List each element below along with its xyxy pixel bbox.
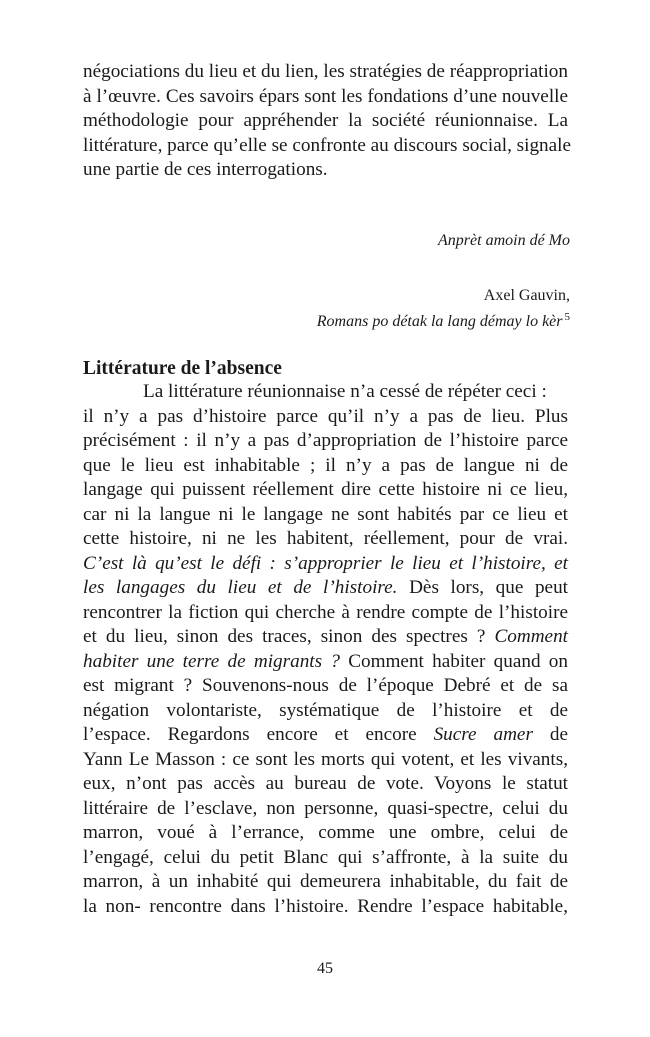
text-line xyxy=(83,772,568,797)
text-line: méthodologie pour appréhender la société réunionnaise. La xyxy=(83,110,568,131)
text-run: que le lieu est inhabitable ; il n’y a pas de langue ni de xyxy=(83,454,568,476)
text-run: cette histoire, ni ne les habitent, réellement, pour de vrai. xyxy=(83,528,568,549)
top-paragraph xyxy=(83,60,572,183)
text-run: il n’y a pas d’histoire parce qu’il n’y a pas de lieu. Plus xyxy=(83,405,568,427)
text-run: de xyxy=(532,724,568,745)
footnote-reference[interactable]: 5 xyxy=(564,311,570,323)
epigraph-title: Anprèt amoin dé Mo xyxy=(438,232,570,249)
text-run: Yann Le Masson : ce sont les morts qui votent, et les vivants, xyxy=(83,748,568,770)
text-run: rencontrer la fiction qui cherche à rendre compte de l’histoire xyxy=(83,601,568,623)
text-line xyxy=(83,405,568,430)
text-run: est migrant ? Souvenons-nous de l’époque Debré et de sa xyxy=(83,675,568,696)
text-line xyxy=(83,454,568,479)
epigraph-author: Axel Gauvin, xyxy=(483,287,570,304)
text-line xyxy=(83,601,568,626)
text-run: l’espace. Regardons encore et encore xyxy=(83,724,434,745)
text-line xyxy=(83,552,568,577)
text-line xyxy=(83,723,568,748)
text-line xyxy=(83,699,568,724)
text-run: précisément : il n’y a pas d’appropriation de l’histoire parce xyxy=(83,430,568,451)
text-run: littéraire de l’esclave, non personne, quasi-spectre, celui du xyxy=(83,797,568,819)
text-line xyxy=(83,674,568,699)
text-run: la non- rencontre dans l’histoire. Rendre l’espace habitable, xyxy=(83,895,568,917)
text-line: littérature, parce qu’elle se confronte au discours social, signale xyxy=(83,134,572,156)
text-line xyxy=(83,503,568,528)
text-run: l’engagé, celui du petit Blanc qui s’affronte, à la suite du xyxy=(83,846,568,868)
text-run: La littérature réunionnaise n’a cessé de répéter ceci : xyxy=(143,381,547,402)
text-run: marron, à un inhabité qui demeurera inhabitable, du fait de xyxy=(83,871,568,892)
text-line xyxy=(83,576,568,601)
text-line xyxy=(83,870,568,895)
italic-run: les langages du lieu et de l’histoire. xyxy=(83,577,398,598)
text-line xyxy=(83,821,568,846)
text-run: eux, n’ont pas accès au bureau de vote. Voyons le statut xyxy=(83,773,568,794)
text-line xyxy=(83,478,568,503)
text-line xyxy=(83,380,568,405)
text-line xyxy=(83,846,568,871)
italic-run: C’est là qu’est le défi : s’approprier le lieu et l’histoire, et xyxy=(83,552,568,574)
text-run: et du lieu, sinon des traces, sinon des spectres ? xyxy=(83,626,495,647)
text-run: marron, voué à l’errance, comme une ombre, celui de xyxy=(83,822,568,843)
italic-run: habiter une terre de migrants ? xyxy=(83,650,340,672)
text-line xyxy=(83,625,568,650)
text-line: négociations du lieu et du lien, les stratégies de réappropriation xyxy=(83,61,568,82)
section-heading: Littérature de l’absence xyxy=(83,358,282,379)
text-run: Comment habiter quand on xyxy=(339,650,568,672)
text-run: négation volontariste, systématique de l’histoire et de xyxy=(83,699,568,721)
epigraph-work-title: Romans po détak la lang démay lo kèr xyxy=(316,313,563,330)
text-line: une partie de ces interrogations. xyxy=(83,159,328,180)
italic-run: Sucre amer xyxy=(433,724,533,745)
italic-run: Comment xyxy=(494,626,568,647)
text-line xyxy=(83,895,568,920)
text-run: car ni la langue ni le langage ne sont habités par ce lieu et xyxy=(83,503,568,525)
text-line xyxy=(83,748,568,773)
section-body xyxy=(83,380,568,919)
text-run: Dès lors, que peut xyxy=(397,577,568,598)
text-run: langage qui puissent réellement dire cette histoire ni ce lieu, xyxy=(83,479,568,500)
text-line xyxy=(83,429,568,454)
text-line xyxy=(83,797,568,822)
epigraph-work xyxy=(317,311,570,331)
text-line xyxy=(83,527,568,552)
page-number: 45 xyxy=(317,960,333,977)
text-line: à l’œuvre. Ces savoirs épars sont les fondations d’une nouvelle xyxy=(83,85,568,107)
text-line xyxy=(83,650,568,675)
